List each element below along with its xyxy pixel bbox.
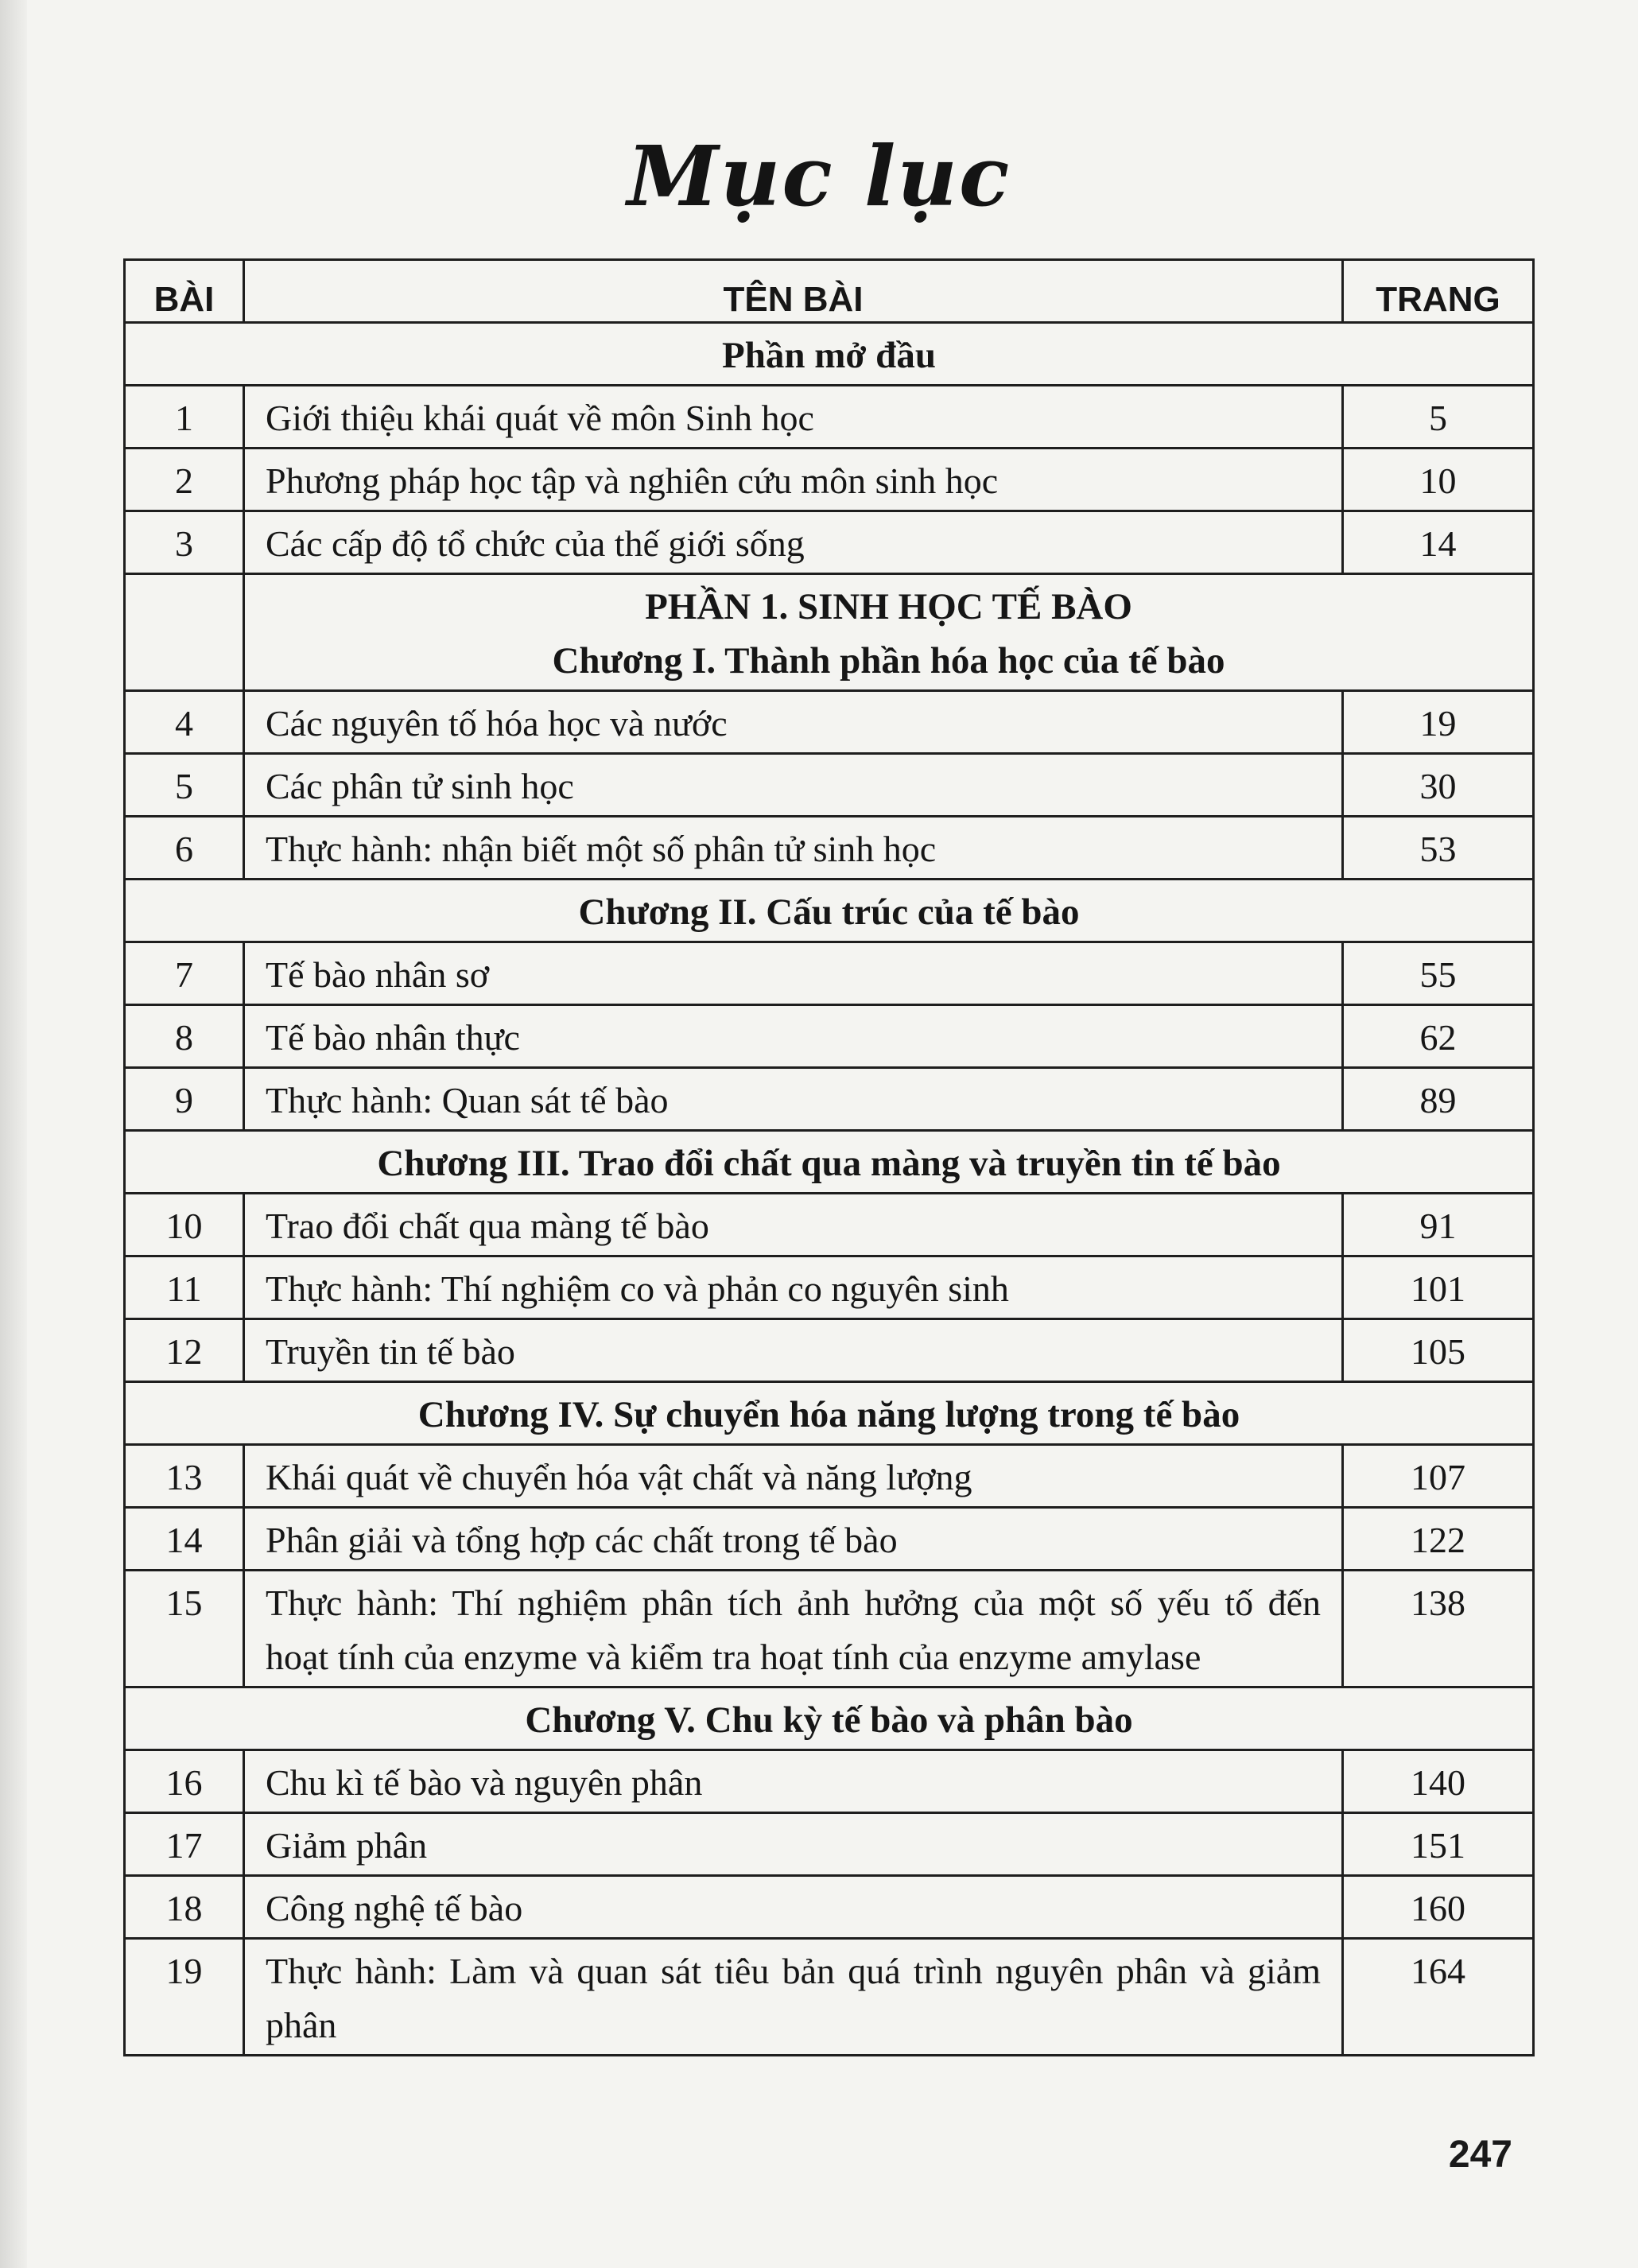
lesson-number: 1 (125, 386, 244, 449)
lesson-page: 122 (1343, 1508, 1534, 1571)
lesson-row (125, 386, 1534, 449)
header-page: TRANG (1343, 260, 1534, 323)
lesson-row (125, 817, 1534, 880)
lesson-number: 12 (125, 1319, 244, 1382)
lesson-number: 17 (125, 1813, 244, 1876)
lesson-page: 140 (1343, 1750, 1534, 1813)
lesson-page: 62 (1343, 1005, 1534, 1068)
lesson-number: 5 (125, 754, 244, 817)
lesson-number: 2 (125, 449, 244, 511)
lesson-name: Thực hành: nhận biết một số phân tử sinh học (244, 817, 1343, 880)
lesson-name: Tế bào nhân sơ (244, 942, 1343, 1005)
lesson-number: 14 (125, 1508, 244, 1571)
lesson-name: Trao đổi chất qua màng tế bào (244, 1194, 1343, 1256)
lesson-name: Truyền tin tế bào (244, 1319, 1343, 1382)
lesson-row (125, 449, 1534, 511)
lesson-name: Giảm phân (244, 1813, 1343, 1876)
lesson-name: Công nghệ tế bào (244, 1876, 1343, 1939)
lesson-page: 5 (1343, 386, 1534, 449)
lesson-row (125, 1445, 1534, 1508)
lesson-row (125, 1194, 1534, 1256)
part-heading: PHẦN 1. SINH HỌC TẾ BÀO (645, 586, 1132, 627)
lesson-name: Thực hành: Thí nghiệm co và phản co nguyên sinh (244, 1256, 1343, 1319)
lesson-name: Các phân tử sinh học (244, 754, 1343, 817)
lesson-name: Khái quát về chuyển hóa vật chất và năng lượng (244, 1445, 1343, 1508)
lesson-row (125, 1571, 1534, 1687)
lesson-row (125, 1508, 1534, 1571)
section-heading: Chương V. Chu kỳ tế bào và phân bào (125, 1687, 1534, 1750)
lesson-number: 8 (125, 1005, 244, 1068)
lesson-page: 164 (1343, 1939, 1534, 2056)
section-heading-row (125, 1687, 1534, 1750)
header-lesson-number: BÀI (125, 260, 244, 323)
lesson-page: 151 (1343, 1813, 1534, 1876)
lesson-number: 10 (125, 1194, 244, 1256)
lesson-page: 55 (1343, 942, 1534, 1005)
page-title: Mục lục (627, 127, 1011, 225)
lesson-number: 4 (125, 691, 244, 754)
section-heading-row (125, 1382, 1534, 1445)
section-heading: Chương III. Trao đổi chất qua màng và truyền tin tế bào (125, 1131, 1534, 1194)
lesson-page: 107 (1343, 1445, 1534, 1508)
lesson-name: Phân giải và tổng hợp các chất trong tế bào (244, 1508, 1343, 1571)
lesson-row (125, 1068, 1534, 1131)
lesson-number: 11 (125, 1256, 244, 1319)
lesson-page: 138 (1343, 1571, 1534, 1687)
lesson-page: 19 (1343, 691, 1534, 754)
section-heading: Phần mở đầu (125, 323, 1534, 386)
lesson-page: 10 (1343, 449, 1534, 511)
section-heading-row (125, 1131, 1534, 1194)
section-heading-row (125, 880, 1534, 942)
lesson-row (125, 754, 1534, 817)
lesson-name: Phương pháp học tập và nghiên cứu môn sinh học (244, 449, 1343, 511)
page-edge (0, 0, 27, 2268)
lesson-number: 13 (125, 1445, 244, 1508)
section-heading (244, 574, 1534, 691)
lesson-number: 6 (125, 817, 244, 880)
lesson-row (125, 1750, 1534, 1813)
page-number: 247 (1448, 2134, 1512, 2176)
header-lesson-name: TÊN BÀI (244, 260, 1343, 323)
lesson-page: 14 (1343, 511, 1534, 574)
lesson-page: 91 (1343, 1194, 1534, 1256)
lesson-name: Giới thiệu khái quát về môn Sinh học (244, 386, 1343, 449)
lesson-name: Các nguyên tố hóa học và nước (244, 691, 1343, 754)
lesson-page: 105 (1343, 1319, 1534, 1382)
lesson-name: Thực hành: Làm và quan sát tiêu bản quá trình nguyên phân và giảm phân (244, 1939, 1343, 2056)
lesson-number: 16 (125, 1750, 244, 1813)
lesson-name: Thực hành: Quan sát tế bào (244, 1068, 1343, 1131)
lesson-number: 18 (125, 1876, 244, 1939)
lesson-page: 101 (1343, 1256, 1534, 1319)
section-heading: Chương II. Cấu trúc của tế bào (125, 880, 1534, 942)
section-heading-row (125, 574, 1534, 691)
lesson-row (125, 511, 1534, 574)
lesson-number: 3 (125, 511, 244, 574)
lesson-row (125, 1256, 1534, 1319)
lesson-number: 7 (125, 942, 244, 1005)
lesson-page: 30 (1343, 754, 1534, 817)
lesson-number: 15 (125, 1571, 244, 1687)
lesson-row (125, 1876, 1534, 1939)
chapter-heading: Chương I. Thành phần hóa học của tế bào (552, 640, 1225, 682)
lesson-number: 9 (125, 1068, 244, 1131)
lesson-name: Tế bào nhân thực (244, 1005, 1343, 1068)
lesson-page: 53 (1343, 817, 1534, 880)
section-heading: Chương IV. Sự chuyển hóa năng lượng trong tế bào (125, 1382, 1534, 1445)
lesson-name: Chu kì tế bào và nguyên phân (244, 1750, 1343, 1813)
toc-body (125, 323, 1534, 2056)
lesson-row (125, 942, 1534, 1005)
lesson-name: Thực hành: Thí nghiệm phân tích ảnh hưởng của một số yếu tố đến hoạt tính của enzyme và kiểm tra hoạt tính của enzyme amylase (244, 1571, 1343, 1687)
lesson-number: 19 (125, 1939, 244, 2056)
lesson-page: 89 (1343, 1068, 1534, 1131)
lesson-row (125, 1813, 1534, 1876)
toc-table (123, 258, 1535, 2056)
lesson-row (125, 1005, 1534, 1068)
lesson-row (125, 1939, 1534, 2056)
lesson-row (125, 691, 1534, 754)
lesson-name: Các cấp độ tổ chức của thế giới sống (244, 511, 1343, 574)
toc-header-row (125, 260, 1534, 323)
section-heading-row (125, 323, 1534, 386)
section-heading-spacer (125, 574, 244, 691)
lesson-page: 160 (1343, 1876, 1534, 1939)
lesson-row (125, 1319, 1534, 1382)
